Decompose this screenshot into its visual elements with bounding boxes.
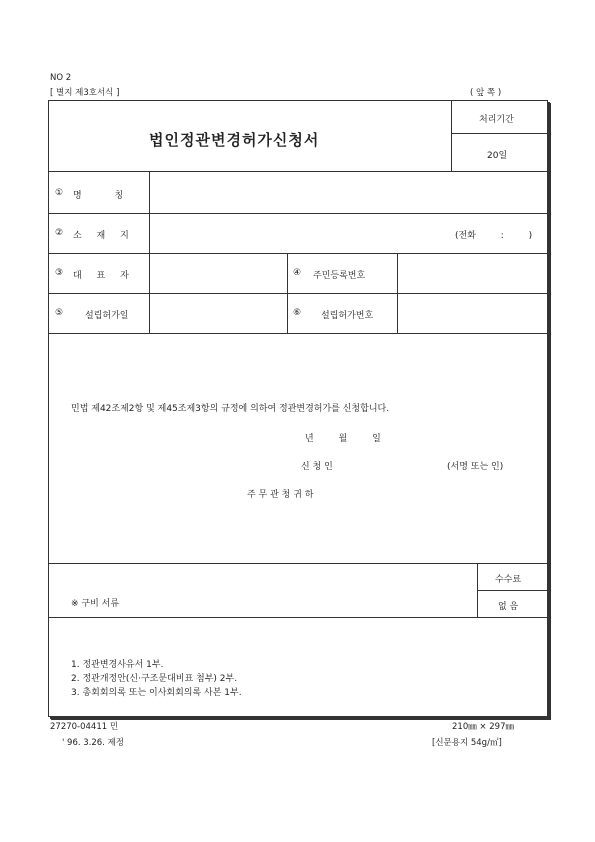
address-label: 소 재 지 [73, 231, 129, 241]
required-docs-header: ※ 구비 서류 [71, 599, 120, 609]
application-statement: 민법 제42조제2항 및 제45조제3항의 규정에 의하여 정관변경허가를 신청합니다. [71, 404, 390, 414]
name-field[interactable] [155, 177, 541, 207]
signature-label: (서명 또는 인) [447, 462, 504, 472]
addressee: 주 무 관 청 귀 하 [247, 490, 314, 500]
date-line: 년 월 일 [305, 434, 381, 444]
application-form [48, 100, 548, 717]
address-field[interactable] [155, 217, 445, 247]
required-doc-2: 2. 정관개정안(신·구조문대비표 첨부) 2부. [71, 674, 238, 684]
fee-label: 수수료 [495, 575, 522, 585]
form-code: 27270-04411 민 [50, 722, 119, 732]
address-number: ② [55, 228, 64, 238]
required-doc-3: 3. 총회회의록 또는 이사회회의록 사본 1부. [71, 688, 242, 698]
representative-number: ③ [55, 268, 64, 278]
rrn-label: 주민등록번호 [313, 271, 366, 281]
fee-value: 없 음 [498, 602, 519, 612]
name-label: 명 칭 [73, 191, 124, 201]
establishment-no-label: 설립허가번호 [321, 311, 374, 321]
representative-field[interactable] [155, 258, 281, 288]
establishment-date-label: 설립허가일 [85, 311, 129, 321]
form-reference: [ 별지 제3호서식 ] [50, 88, 120, 98]
establishment-no-number: ⑥ [293, 308, 302, 318]
establishment-date-number: ⑤ [55, 308, 64, 318]
enactment-date: ' 96. 3.26. 제정 [62, 738, 125, 748]
required-doc-1: 1. 정관변경사유서 1부. [71, 660, 164, 670]
rrn-number: ④ [293, 268, 302, 278]
page-side: ( 앞 쪽 ) [470, 88, 502, 98]
paper-type: [신문용지 54g/㎡] [432, 738, 502, 748]
form-number: NO 2 [50, 73, 72, 83]
rrn-field[interactable] [403, 258, 541, 288]
name-number: ① [55, 188, 64, 198]
processing-period-value: 20일 [487, 151, 508, 161]
form-title: 법인정관변경허가신청서 [149, 131, 320, 149]
paper-size: 210㎜ × 297㎜ [452, 722, 514, 732]
applicant-label: 신 청 인 [301, 462, 333, 472]
establishment-date-field[interactable] [155, 298, 281, 328]
representative-label: 대 표 자 [73, 271, 129, 281]
establishment-no-field[interactable] [403, 298, 541, 328]
processing-period-label: 처리기간 [479, 115, 514, 125]
phone-label: (전화 : ) [455, 231, 533, 241]
